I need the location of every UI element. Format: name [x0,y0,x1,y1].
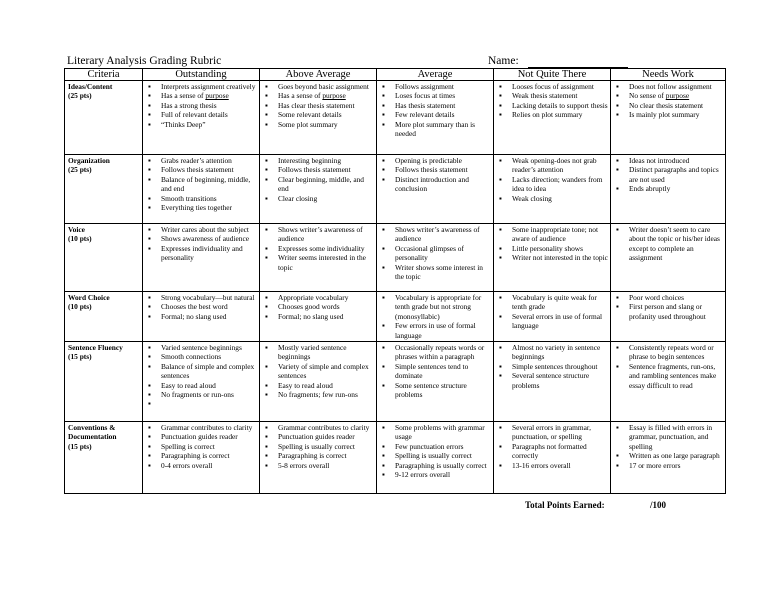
rating-cell [143,224,260,292]
list-item: ▪ Vocabulary is appropriate for tenth grade but not strong (monosyllabic) [395,293,491,321]
list-item: ▪ Few errors in use of formal language [395,321,491,340]
list-item: ▪ Paragraphs not formatted correctly [512,442,608,461]
criteria-name: Sentence Fluency [68,343,123,353]
list-item: ▪ Clear beginning, middle, and end [278,175,374,194]
criteria-points: (10 pts) [68,302,92,312]
list-item: ▪ Does not follow assignment [629,82,723,91]
list-item: ▪ Several errors in grammar, punctuation, or spelling [512,423,608,442]
list-item: ▪ 5-8 errors overall [278,461,374,470]
list-item: ▪ No fragments or run-ons [161,390,257,399]
list-item: ▪ Variety of simple and complex sentences [278,362,374,381]
rating-cell [377,155,494,224]
criteria-cell [65,342,143,422]
criteria-list [263,343,374,399]
list-item: ▪ Has a strong thesis [161,101,257,110]
criteria-list [497,225,608,263]
list-item: ▪ No sense of purpose [629,91,723,100]
rating-cell [494,422,611,494]
list-item: ▪ Expresses individuality and personality [161,244,257,263]
criteria-name: Voice [68,225,85,234]
criteria-list [614,225,723,263]
list-item: ▪ Smooth connections [161,352,257,361]
criteria-list [380,82,491,138]
list-item: ▪ Punctuation guides reader [161,432,257,441]
list-item: ▪ Has clear thesis statement [278,101,374,110]
criteria-list [497,423,608,470]
rating-cell [143,81,260,155]
list-item: ▪ More plot summary than is needed [395,120,491,139]
criteria-name: Word Choice [68,293,110,302]
column-header: Outstanding [143,69,260,81]
list-item: ▪ Occasionally repeats words or phrases within a paragraph [395,343,491,362]
list-item: ▪ Has thesis statement [395,101,491,110]
rating-cell [260,155,377,224]
table-row [65,422,726,494]
list-item: ▪ Lacks direction; wanders from idea to idea [512,175,608,194]
list-item: ▪ No clear thesis statement [629,101,723,110]
criteria-cell [65,224,143,292]
list-item: ▪ Easy to read aloud [161,381,257,390]
criteria-list [497,293,608,331]
list-item: ▪ 13-16 errors overall [512,461,608,470]
criteria-list [146,82,257,129]
criteria-points: (25 pts) [68,165,92,175]
criteria-list [146,343,257,409]
rating-cell [260,342,377,422]
criteria-list [497,343,608,390]
list-item: ▪ First person and slang or profanity used throughout [629,302,723,321]
rating-cell [377,224,494,292]
list-item: ▪ Little personality shows [512,244,608,253]
column-header: Needs Work [611,69,726,81]
table-row [65,224,726,292]
list-item: ▪ Interesting beginning [278,156,374,165]
list-item: ▪ Has a sense of purpose [278,91,374,100]
criteria-list [614,423,723,470]
rating-cell [494,342,611,422]
criteria-cell [65,155,143,224]
criteria-cell [65,81,143,155]
list-item: ▪ Punctuation guides reader [278,432,374,441]
list-item: ▪ Chooses the best word [161,302,257,311]
criteria-list [614,156,723,194]
list-item: ▪ Lacking details to support thesis [512,101,608,110]
list-item: ▪ Written as one large paragraph [629,451,723,460]
rating-cell [260,224,377,292]
list-item: ▪ Chooses good words [278,302,374,311]
list-item: ▪ Shows writer’s awareness of audience [278,225,374,244]
list-item: ▪ Some sentence structure problems [395,381,491,400]
list-item: ▪ Spelling is correct [161,442,257,451]
rating-cell [611,292,726,342]
list-item: ▪ Follows assignment [395,82,491,91]
list-item: ▪ Writer shows some interest in the topic [395,263,491,282]
column-header: Above Average [260,69,377,81]
list-item: ▪ Grabs reader’s attention [161,156,257,165]
list-item: ▪ Balance of beginning, middle, and end [161,175,257,194]
list-item: ▪ Everything ties together [161,203,257,212]
criteria-name: Conventions & Documentation [68,423,117,442]
list-item: ▪ Spelling is usually correct [395,451,491,460]
table-row [65,292,726,342]
rating-cell [611,422,726,494]
rating-cell [377,81,494,155]
rating-cell [611,81,726,155]
list-item: ▪ Spelling is usually correct [278,442,374,451]
list-item: ▪ Ends abruptly [629,184,723,193]
list-item: ▪ Several sentence structure problems [512,371,608,390]
rating-cell [494,155,611,224]
column-header: Not Quite There [494,69,611,81]
rating-cell [260,81,377,155]
rating-cell [143,342,260,422]
list-item: ▪ Ideas not introduced [629,156,723,165]
list-item: ▪ Paragraphing is usually correct [395,461,491,470]
total-points-value: /100 [650,500,667,510]
criteria-list [497,82,608,120]
criteria-name: Organization [68,156,110,165]
criteria-list [380,293,491,340]
rating-cell [377,292,494,342]
criteria-list [263,293,374,321]
list-item: ▪ Loses focus at times [395,91,491,100]
list-item: ▪ Paragraphing is correct [278,451,374,460]
criteria-points: (25 pts) [68,91,92,101]
criteria-points: (15 pts) [68,441,92,451]
rating-cell [494,81,611,155]
list-item: ▪ Writer doesn’t seem to care about the topic or his/her ideas except to complete an assignment [629,225,723,263]
list-item: ▪ Distinct paragraphs and topics are not used [629,165,723,184]
rating-cell [260,292,377,342]
criteria-list [146,423,257,470]
list-item: ▪ Some problems with grammar usage [395,423,491,442]
list-item: ▪ 9-12 errors overall [395,470,491,479]
column-header: Average [377,69,494,81]
list-item [161,399,257,408]
rating-cell [494,292,611,342]
list-item: ▪ Clear closing [278,194,374,203]
table-row [65,81,726,155]
column-header: Criteria [65,69,143,81]
list-item: ▪ 0-4 errors overall [161,461,257,470]
criteria-list [614,343,723,390]
list-item: ▪ Appropriate vocabulary [278,293,374,302]
criteria-points: (10 pts) [68,234,92,244]
rating-cell [377,342,494,422]
list-item: ▪ Varied sentence beginnings [161,343,257,352]
list-item: ▪ Balance of simple and complex sentences [161,362,257,381]
criteria-list [146,225,257,263]
list-item: ▪ Distinct introduction and conclusion [395,175,491,194]
rating-cell [143,292,260,342]
criteria-list [146,156,257,212]
list-item: ▪ Opening is predictable [395,156,491,165]
list-item: ▪ Follows thesis statement [278,165,374,174]
list-item: ▪ Some inappropriate tone; not aware of audience [512,225,608,244]
list-item: ▪ Weak closing [512,194,608,203]
list-item: ▪ Vocabulary is quite weak for tenth grade [512,293,608,312]
list-item: ▪ Grammar contributes to clarity [278,423,374,432]
list-item: ▪ Mostly varied sentence beginnings [278,343,374,362]
list-item: ▪ “Thinks Deep” [161,120,257,129]
rating-cell [494,224,611,292]
criteria-list [497,156,608,203]
criteria-list [614,293,723,321]
rating-cell [143,155,260,224]
list-item: ▪ Formal; no slang used [161,312,257,321]
list-item: ▪ Relies on plot summary [512,110,608,119]
list-item: ▪ Strong vocabulary—but natural [161,293,257,302]
rating-cell [611,224,726,292]
list-item: ▪ Sentence fragments, run-ons, and rambling sentences make essay difficult to read [629,362,723,390]
list-item: ▪ Shows awareness of audience [161,234,257,243]
list-item: ▪ Paragraphing is correct [161,451,257,460]
list-item: ▪ Simple sentences throughout [512,362,608,371]
criteria-list [614,82,723,120]
table-row [65,342,726,422]
table-row [65,155,726,224]
name-label: Name: [488,55,519,67]
header-row [65,69,726,81]
list-item: ▪ Follows thesis statement [161,165,257,174]
rating-cell [377,422,494,494]
list-item: ▪ Formal; no slang used [278,312,374,321]
list-item: ▪ Is mainly plot summary [629,110,723,119]
list-item: ▪ Few relevant details [395,110,491,119]
rating-cell [260,422,377,494]
list-item: ▪ Consistently repeats word or phrase to begin sentences [629,343,723,362]
list-item: ▪ Interprets assignment creatively [161,82,257,91]
criteria-list [380,156,491,194]
criteria-list [146,293,257,321]
list-item: ▪ Some plot summary [278,120,374,129]
criteria-list [380,343,491,399]
list-item: ▪ Essay is filled with errors in grammar, punctuation, and spelling [629,423,723,451]
criteria-name: Ideas/Content [68,82,113,91]
criteria-cell [65,422,143,494]
rubric-table [64,68,726,494]
list-item: ▪ Writer not interested in the topic [512,253,608,262]
list-item: ▪ No fragments; few run-ons [278,390,374,399]
list-item: ▪ Weak opening-does not grab reader’s attention [512,156,608,175]
list-item: ▪ Shows writer’s awareness of audience [395,225,491,244]
list-item: ▪ Has a sense of purpose [161,91,257,100]
list-item: ▪ Few punctuation errors [395,442,491,451]
rating-cell [611,155,726,224]
criteria-list [263,423,374,470]
rating-cell [143,422,260,494]
criteria-cell [65,292,143,342]
criteria-list [380,423,491,479]
criteria-list [263,82,374,129]
list-item: ▪ 17 or more errors [629,461,723,470]
list-item: ▪ Easy to read aloud [278,381,374,390]
list-item: ▪ Occasional glimpses of personality [395,244,491,263]
list-item: ▪ Writer seems interested in the topic [278,253,374,272]
list-item: ▪ Writer cares about the subject [161,225,257,234]
page-title: Literary Analysis Grading Rubric [67,55,222,67]
list-item: ▪ Full of relevant details [161,110,257,119]
list-item: ▪ Expresses some individuality [278,244,374,253]
criteria-list [380,225,491,281]
list-item: ▪ Follows thesis statement [395,165,491,174]
criteria-list [263,225,374,272]
list-item: ▪ Grammar contributes to clarity [161,423,257,432]
list-item: ▪ Simple sentences tend to dominate [395,362,491,381]
list-item: ▪ Some relevant details [278,110,374,119]
list-item: ▪ Goes beyond basic assignment [278,82,374,91]
list-item: ▪ Looses focus of assignment [512,82,608,91]
rating-cell [611,342,726,422]
total-points-label: Total Points Earned: [525,500,605,510]
list-item: ▪ Several errors in use of formal language [512,312,608,331]
list-item: ▪ Almost no variety in sentence beginnings [512,343,608,362]
list-item: ▪ Smooth transitions [161,194,257,203]
list-item: ▪ Weak thesis statement [512,91,608,100]
list-item: ▪ Poor word choices [629,293,723,302]
criteria-list [263,156,374,203]
criteria-points: (15 pts) [68,352,92,362]
